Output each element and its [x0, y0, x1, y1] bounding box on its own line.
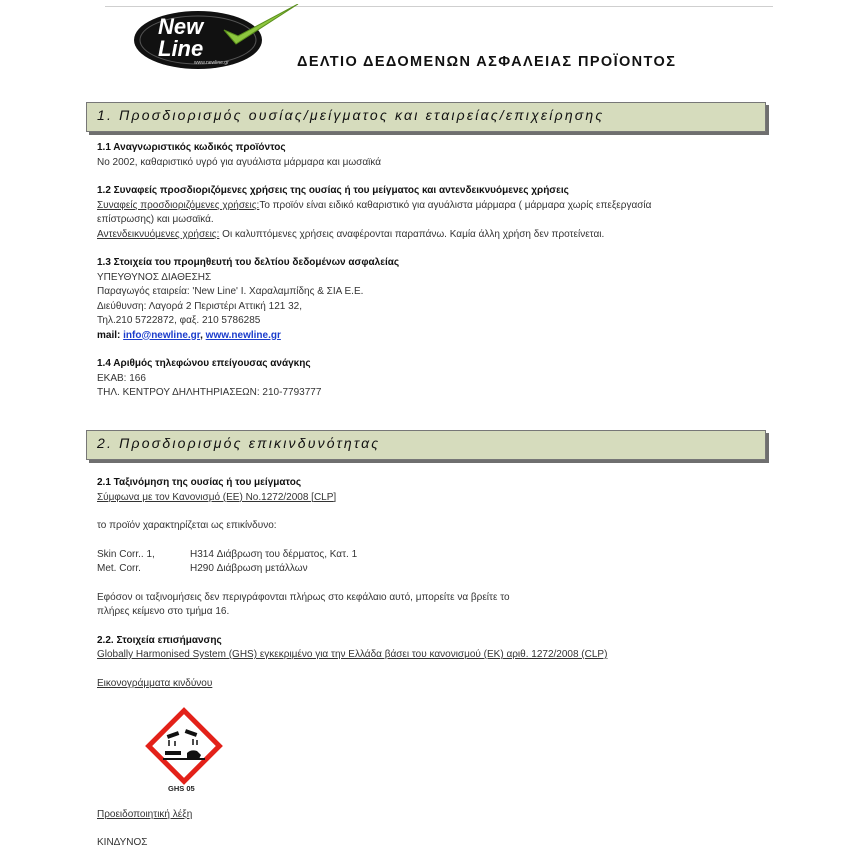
- s1-4-heading: 1.4 Αριθμός τηλεφώνου επείγουσας ανάγκης: [97, 358, 311, 369]
- s1-4-line2: ΤΗΛ. ΚΕΝΤΡΟΥ ΔΗΛΗΤΗΡΙΑΣΕΩΝ: 210-7793777: [97, 387, 322, 398]
- website-link[interactable]: www.newline.gr: [205, 329, 281, 341]
- signal-word-label: Προειδοποιητική λέξη: [97, 809, 193, 820]
- section-1-title: 1. Προσδιορισμός ουσίας/μείγματος και εταιρείας/επιχείρησης: [97, 107, 605, 123]
- s1-3-line3: Διεύθυνση: Λαγορά 2 Περιστέρι Αττική 121 32,: [97, 300, 303, 312]
- s1-4-line1: ΕΚΑΒ: 166: [97, 372, 146, 384]
- s2-1-heading: 2.1 Ταξινόμηση της ουσίας ή του μείγματος: [97, 477, 302, 488]
- logo-url-text: www.newline.gr: [194, 60, 229, 66]
- signal-word-value-block: [97, 836, 757, 851]
- classification-category: Skin Corr.. 1,: [97, 548, 155, 560]
- s2-2-heading: 2.2. Στοιχεία επισήμανσης: [97, 634, 222, 646]
- s2-1-note-2: πλήρες κείμενο στο τμήμα 16.: [97, 606, 230, 617]
- s1-3-line2: Παραγωγός εταιρεία: 'New Line' Ι. Χαραλαμπίδης & ΣΙΑ Ε.Ε.: [97, 286, 364, 297]
- ghs-code-label: GHS 05: [168, 784, 195, 793]
- s1-2-heading: 1.2 Συναφείς προσδιοριζόμενες χρήσεις της ουσίας ή του μείγματος και αντενδεικνυόμενες χρήσεις: [97, 185, 569, 196]
- s1-2-contra-text: Οι καλυπτόμενες χρήσεις αναφέρονται παραπάνω. Καμία άλλη χρήση δεν προτείνεται.: [219, 228, 605, 240]
- s1-3-line1: ΥΠΕΥΘΥΝΟΣ ΔΙΑΘΕΣΗΣ: [97, 271, 212, 283]
- classification-row: [97, 548, 757, 563]
- mail-label: mail:: [97, 329, 124, 341]
- section-2-title: 2. Προσδιορισμός επικινδυνότητας: [97, 435, 381, 451]
- s1-1-heading: 1.1 Αναγνωριστικός κωδικός προϊόντος: [97, 142, 286, 153]
- s1-3-heading: 1.3 Στοιχεία του προμηθευτή του δελτίου δεδομένων ασφαλείας: [97, 257, 400, 268]
- signal-word-block: [97, 808, 757, 837]
- mail-separator: ,: [200, 329, 206, 341]
- s1-3-line4: Τηλ.210 5722872, φαξ. 210 5786285: [97, 315, 261, 326]
- classification-category: Met. Corr.: [97, 563, 141, 574]
- email-link[interactable]: info@newline.gr: [123, 329, 201, 341]
- logo-text-top: New: [158, 14, 204, 39]
- s1-1-text: Nο 2002, καθαριστικό υγρό για αγυάλιστα μάρμαρα και μωσαϊκά: [97, 156, 381, 168]
- s2-2-ghs-text: Globally Harmonised System (GHS) εγκεκριμένο για την Ελλάδα βάσει του κανονισμού (ΕΚ) αριθ. 1272/2008 (CLP): [97, 649, 608, 660]
- signal-word: ΚΙΝΔΥΝΟΣ: [97, 837, 148, 848]
- s1-2-contra-label: Αντενδεικνυόμενες χρήσεις:: [97, 228, 220, 240]
- s2-1-hazardous-text: το προϊόν χαρακτηρίζεται ως επικίνδυνο:: [97, 520, 277, 531]
- s1-2-uses-text-2: επίστρωσης) και μωσαϊκά.: [97, 214, 214, 225]
- logo-text-bottom: Line: [158, 36, 204, 61]
- s2-1-regulation: Σύμφωνα με τον Κανονισμό (ΕΕ) No.1272/2008 [CLP]: [97, 491, 337, 503]
- section-2-content: [97, 476, 757, 691]
- s1-2-uses-text-1: Το προϊόν είναι ειδικό καθαριστικό για αγυάλιστα μάρμαρα ( μάρμαρα χωρίς επεξεργασία: [259, 199, 652, 211]
- section-1-content: [97, 141, 757, 401]
- section-1-header: [86, 102, 766, 132]
- section-2-header: [86, 430, 766, 460]
- s1-2-uses-label: Συναφείς προσδιοριζόμενες χρήσεις:: [97, 199, 260, 211]
- s2-1-note-1: Εφόσον οι ταξινομήσεις δεν περιγράφονται πλήρως στο κεφάλαιο αυτό, μπορείτε να βρείτε το: [97, 591, 510, 603]
- classification-statement: H290 Διάβρωση μετάλλων: [190, 563, 308, 574]
- document-title: ΔΕΛΤΙΟ ΔΕΔΟΜΕΝΩΝ ΑΣΦΑΛΕΙΑΣ ΠΡΟΪΟΝΤΟΣ: [297, 54, 677, 70]
- new-line-logo: [132, 4, 300, 70]
- corrosion-pictogram-icon: [145, 707, 223, 785]
- classification-statement: H314 Διάβρωση του δέρματος, Κατ. 1: [190, 548, 358, 560]
- classification-row: [97, 562, 757, 577]
- pictograms-label: Εικονογράμματα κινδύνου: [97, 677, 213, 689]
